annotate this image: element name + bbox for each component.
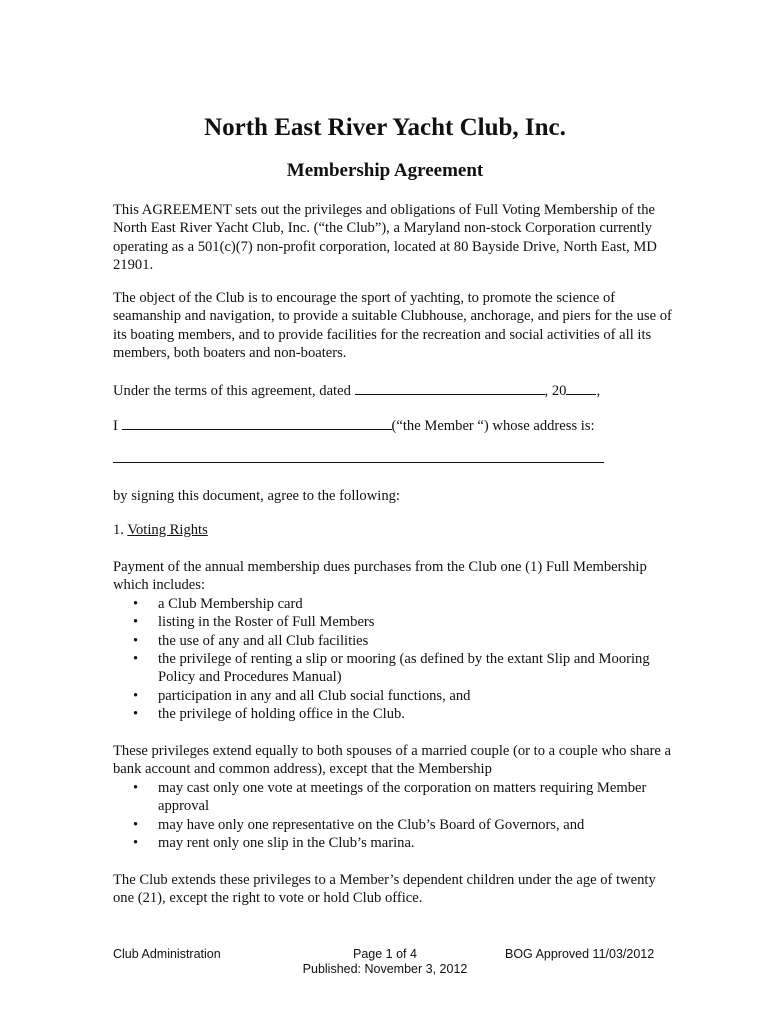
agreement-date-line xyxy=(113,380,673,400)
restrictions-list xyxy=(113,779,673,853)
list-item: • may cast only one vote at meetings of the corporation on matters requiring Member approval xyxy=(113,779,673,816)
member-name-blank-field[interactable] xyxy=(122,415,392,430)
list-item: • the privilege of renting a slip or mooring (as defined by the extant Slip and Mooring Policy and Procedures Manual) xyxy=(113,650,673,687)
agree-text: by signing this document, agree to the following: xyxy=(113,488,400,504)
footer-right: BOG Approved 11/03/2012 xyxy=(505,947,655,961)
terms-prefix: Under the terms of this agreement, dated xyxy=(113,383,351,399)
page-number: Page 1 of 4 xyxy=(353,947,417,961)
document-title: North East River Yacht Club, Inc. xyxy=(204,114,566,141)
terms-suffix: , xyxy=(596,383,601,399)
document-subtitle: Membership Agreement xyxy=(286,160,484,181)
object-paragraph xyxy=(113,289,673,363)
address-line xyxy=(113,448,673,468)
object-text: The object of the Club is to encourage the sport of yachting, to promote the science of seamanship and navigation, to provide a suitable Clubhouse, anchorage, and piers for the use of its boating members, and to provide facilities for the recreation and social activities of all its members, both boaters and non-boaters. xyxy=(113,290,672,362)
section-title: Voting Rights xyxy=(127,522,208,538)
terms-year: , 20 xyxy=(544,383,567,399)
children-text: The Club extends these privileges to a Member’s dependent children under the age of twenty one (21), except the right to vote or hold Club office. xyxy=(113,872,656,907)
intro-text: This AGREEMENT sets out the privileges and obligations of Full Voting Membership of the North East River Yacht Club, Inc. (“the Club”), a Maryland non-stock Corporation currently operating as a 501(c)(7) non-profit corporation, located at 80 Bayside Drive, North East, MD 21901. xyxy=(113,202,657,274)
member-name-line xyxy=(113,415,673,435)
section-heading xyxy=(113,521,673,539)
list-item: • the use of any and all Club facilities xyxy=(113,632,673,650)
list-item: • the privilege of holding office in the Club. xyxy=(113,705,673,723)
list-item: • participation in any and all Club social functions, and xyxy=(113,687,673,705)
privileges-list xyxy=(113,595,673,724)
year-blank-field[interactable] xyxy=(566,380,596,395)
footer-center xyxy=(260,947,510,977)
children-paragraph xyxy=(113,871,673,908)
published-date: Published: November 3, 2012 xyxy=(302,962,468,976)
agree-paragraph xyxy=(113,487,673,505)
date-blank-field[interactable] xyxy=(355,380,545,395)
spouses-text: These privileges extend equally to both spouses of a married couple (or to a couple who share a bank account and common address), except that the Membership xyxy=(113,743,672,778)
member-suffix: (“the Member “) whose address is: xyxy=(391,418,595,434)
address-blank-field[interactable] xyxy=(113,448,604,463)
list-item: • may rent only one slip in the Club’s marina. xyxy=(113,834,673,852)
member-prefix: I xyxy=(113,418,118,434)
section-number: 1. xyxy=(113,522,128,538)
membership-includes-block xyxy=(113,558,673,724)
membership-intro-text: Payment of the annual membership dues purchases from the Club one (1) Full Membership which includes: xyxy=(113,559,647,594)
list-item: • a Club Membership card xyxy=(113,595,673,613)
spouses-block xyxy=(113,742,673,852)
intro-paragraph xyxy=(113,201,673,275)
list-item: • may have only one representative on the Club’s Board of Governors, and xyxy=(113,816,673,834)
list-item: • listing in the Roster of Full Members xyxy=(113,613,673,631)
footer-left: Club Administration xyxy=(113,947,221,961)
